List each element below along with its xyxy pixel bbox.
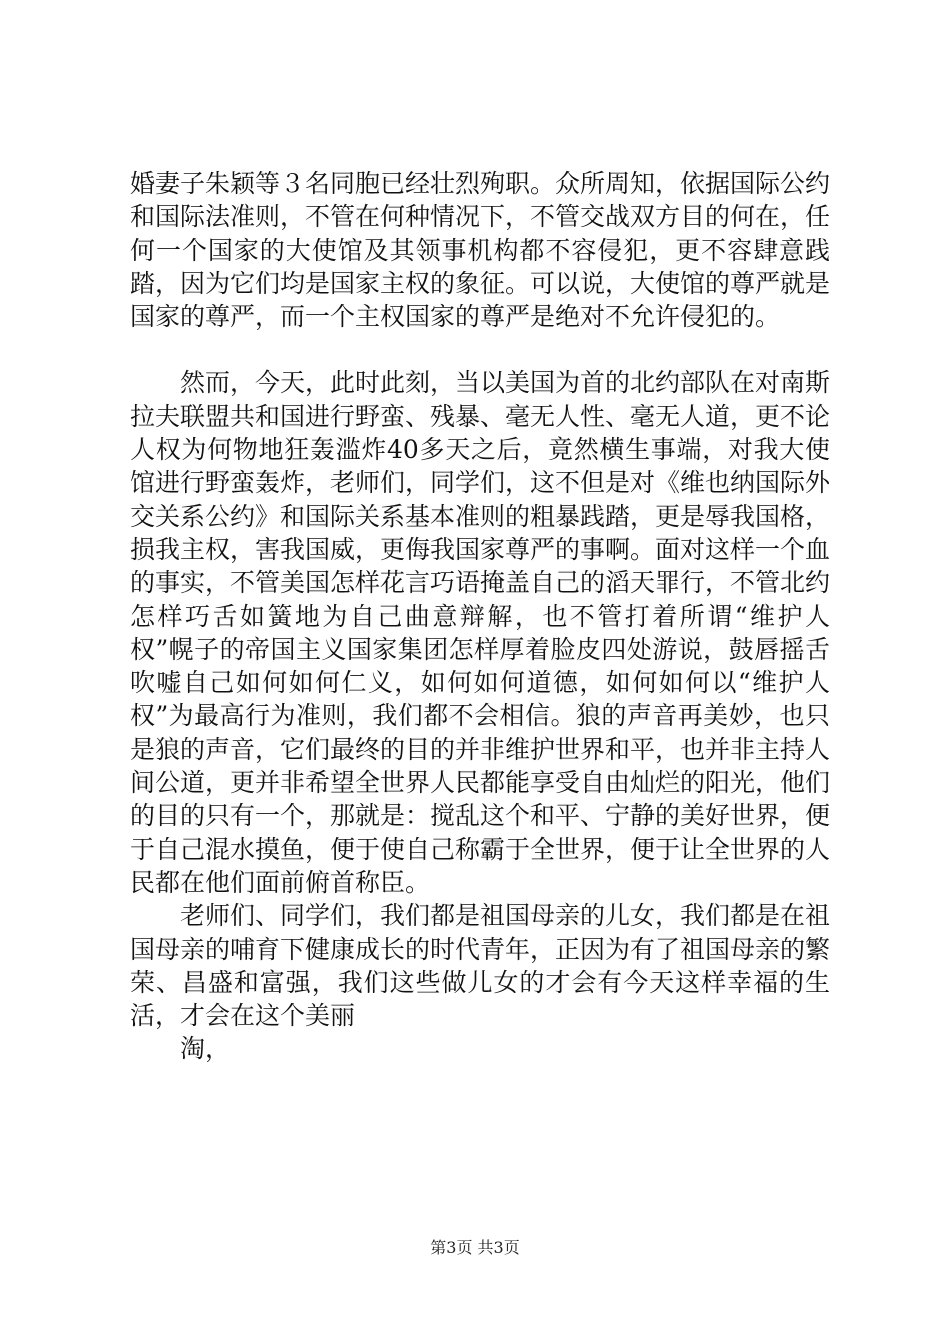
paragraph-2: 然而，今天，此时此刻，当以美国为首的北约部队在对南斯拉夫联盟共和国进行野蛮、残暴、毫无人性、毫无人道，更不论人权为何物地狂轰滥炸40多天之后，竟然横生事端，对我大使馆进行野蛮轰炸，老师们，同学们，这不但是对《维也纳国际外交关系公约》和国际关系基本准则的粗暴践踏，更是辱我国格，损我主权，害我国威，更侮我国家尊严的事啊。面对这样一个血的事实，不管美国怎样花言巧语掩盖自己的滔天罪行，不管北约怎样巧舌如簧地为自己曲意辩解，也不管打着所谓“维护人权”幌子的帝国主义国家集团怎样厚着脸皮四处游说，鼓唇摇舌吹嘘自己如何如何仁义，如何如何道德，如何如何以“维护人权”为最高行为准则，我们都不会相信。狼的声音再美妙，也只是狼的声音，它们最终的目的并非维护世界和平，也并非主持人间公道，更并非希望全世界人民都能享受自由灿烂的阳光，他们的目的只有一个，那就是：搅乱这个和平、宁静的美好世界，便于自己混水摸鱼，便于使自己称霸于全世界，便于让全世界的人民都在他们面前俯首称臣。 (130, 368, 831, 897)
paragraph-gap (130, 333, 830, 366)
paragraph-3: 老师们、同学们，我们都是祖国母亲的儿女，我们都是在祖国母亲的哺育下健康成长的时代青年，正因为有了祖国母亲的繁荣、昌盛和富强，我们这些做儿女的才会有今天这样幸福的生活，才会在这个美丽 (130, 901, 831, 1031)
page-footer: 第3页 共3页 (430, 1238, 520, 1257)
document-body (130, 167, 830, 1066)
paragraph-4: 淘， (180, 1034, 231, 1064)
paragraph-1: 婚妻子朱颖等３名同胞已经壮烈殉职。众所周知，依据国际公约和国际法准则，不管在何种情况下，不管交战双方目的何在，任何一个国家的大使馆及其领事机构都不容侵犯，更不容肆意践踏，因为它们均是国家主权的象征。可以说，大使馆的尊严就是国家的尊严，而一个主权国家的尊严是绝对不允许侵犯的。 (130, 169, 831, 332)
